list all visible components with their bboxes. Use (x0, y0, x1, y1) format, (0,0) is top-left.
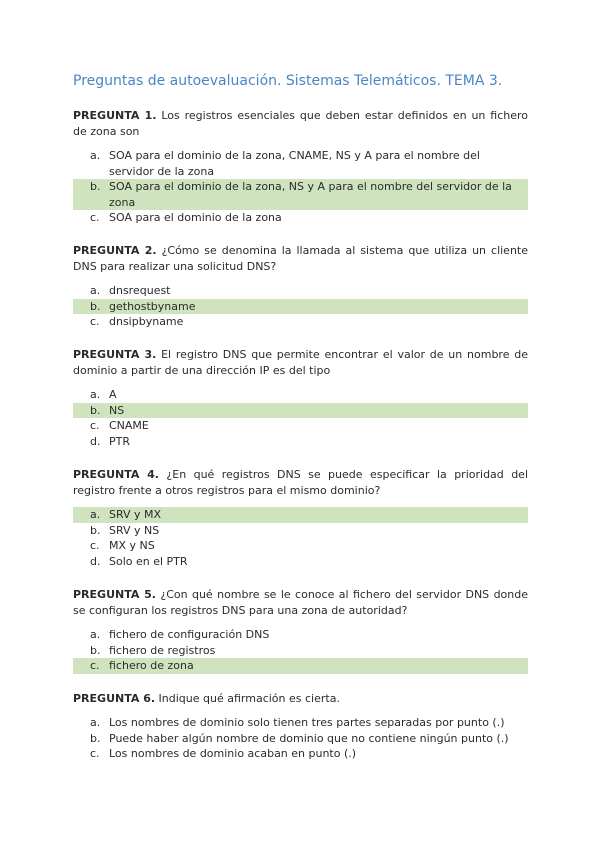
question-body: El registro DNS que permite encontrar el valor de un nombre de dominio a partir de una dirección IP es del tipo (73, 348, 528, 377)
option-text: Los nombres de dominio solo tienen tres partes separadas por punto (.) (109, 716, 505, 729)
question-text (73, 691, 528, 707)
option-text: SRV y NS (109, 523, 160, 537)
question-body: Los registros esenciales que deben estar definidos en un fichero de zona son (73, 109, 529, 138)
option-text: Puede haber algún nombre de dominio que no contiene ningún punto (.) (109, 731, 509, 745)
option-letter: a. (90, 284, 101, 297)
option-letter: b. (90, 299, 101, 313)
option-text: PTR (109, 434, 130, 448)
option-text: SOA para el dominio de la zona, CNAME, NS y A para el nombre del servidor de la zona (109, 149, 480, 178)
option-text: fichero de configuración DNS (109, 628, 270, 641)
option-letter: a. (90, 508, 101, 521)
option-letter: b. (90, 643, 101, 657)
option-letter: c. (90, 211, 100, 224)
question-3 (73, 347, 528, 449)
options-list (73, 715, 528, 762)
question-text (73, 108, 528, 140)
option-c (73, 314, 528, 330)
option-text: Solo en el PTR (109, 554, 188, 568)
question-label: PREGUNTA 6. (73, 692, 156, 705)
option-text: fichero de registros (109, 643, 216, 657)
option-letter: b. (90, 523, 101, 537)
question-5 (73, 587, 528, 674)
question-4 (73, 467, 528, 569)
question-label: PREGUNTA 1. (73, 109, 157, 122)
question-body: ¿Cómo se denomina la llamada al sistema que utiliza un cliente DNS para realizar una solicitud DNS? (73, 244, 529, 273)
option-letter: b. (90, 403, 101, 417)
option-a (73, 148, 528, 179)
option-letter: b. (90, 180, 101, 193)
question-text (73, 587, 528, 619)
option-text: fichero de zona (109, 659, 194, 672)
question-1 (73, 108, 528, 226)
option-a (73, 507, 528, 523)
option-d (73, 554, 528, 570)
option-letter: c. (90, 539, 100, 552)
option-text: SRV y MX (109, 508, 162, 521)
option-text: MX y NS (109, 539, 155, 552)
option-b (73, 731, 528, 747)
option-text: dnsipbyname (109, 315, 184, 328)
option-c (73, 746, 528, 762)
option-letter: a. (90, 149, 101, 162)
option-text: A (109, 388, 117, 401)
question-label: PREGUNTA 3. (73, 348, 157, 361)
option-b (73, 523, 528, 539)
option-c (73, 658, 528, 674)
question-body: Indique qué afirmación es cierta. (158, 692, 340, 705)
question-label: PREGUNTA 4. (73, 468, 159, 481)
option-a (73, 627, 528, 643)
question-body: ¿Con qué nombre se le conoce al fichero del servidor DNS donde se configuran los registros DNS para una zona de autoridad? (73, 588, 528, 617)
option-letter: b. (90, 731, 101, 745)
option-text: Los nombres de dominio acaban en punto (.) (109, 747, 357, 760)
option-letter: c. (90, 419, 100, 432)
option-a (73, 283, 528, 299)
option-text: dnsrequest (109, 284, 171, 297)
option-letter: d. (90, 434, 101, 448)
question-text (73, 347, 528, 379)
question-2 (73, 243, 528, 330)
option-letter: a. (90, 388, 101, 401)
option-text: NS (109, 403, 125, 417)
options-list (73, 627, 528, 674)
option-b (73, 403, 528, 419)
option-letter: a. (90, 716, 101, 729)
option-letter: c. (90, 659, 100, 672)
options-list (73, 148, 528, 226)
page-title: Preguntas de autoevaluación. Sistemas Telemáticos. TEMA 3. (73, 73, 503, 89)
option-text: CNAME (109, 419, 149, 432)
option-b (73, 299, 528, 315)
options-list (73, 283, 528, 330)
question-label: PREGUNTA 2. (73, 244, 157, 257)
question-6 (73, 691, 528, 762)
option-c (73, 418, 528, 434)
option-letter: d. (90, 554, 101, 568)
option-letter: c. (90, 315, 100, 328)
options-list (73, 507, 528, 569)
option-letter: a. (90, 628, 101, 641)
option-text: SOA para el dominio de la zona (109, 211, 282, 224)
question-text (73, 467, 528, 499)
question-body: ¿En qué registros DNS se puede especificar la prioridad del registro frente a otros registros para el mismo dominio? (73, 468, 528, 497)
option-letter: c. (90, 747, 100, 760)
options-list (73, 387, 528, 449)
option-b (73, 179, 528, 210)
option-text: gethostbyname (109, 299, 196, 313)
option-b (73, 643, 528, 659)
option-c (73, 538, 528, 554)
option-d (73, 434, 528, 450)
question-label: PREGUNTA 5. (73, 588, 156, 601)
option-text: SOA para el dominio de la zona, NS y A para el nombre del servidor de la zona (109, 180, 512, 209)
question-text (73, 243, 528, 275)
option-a (73, 387, 528, 403)
option-a (73, 715, 528, 731)
option-c (73, 210, 528, 226)
